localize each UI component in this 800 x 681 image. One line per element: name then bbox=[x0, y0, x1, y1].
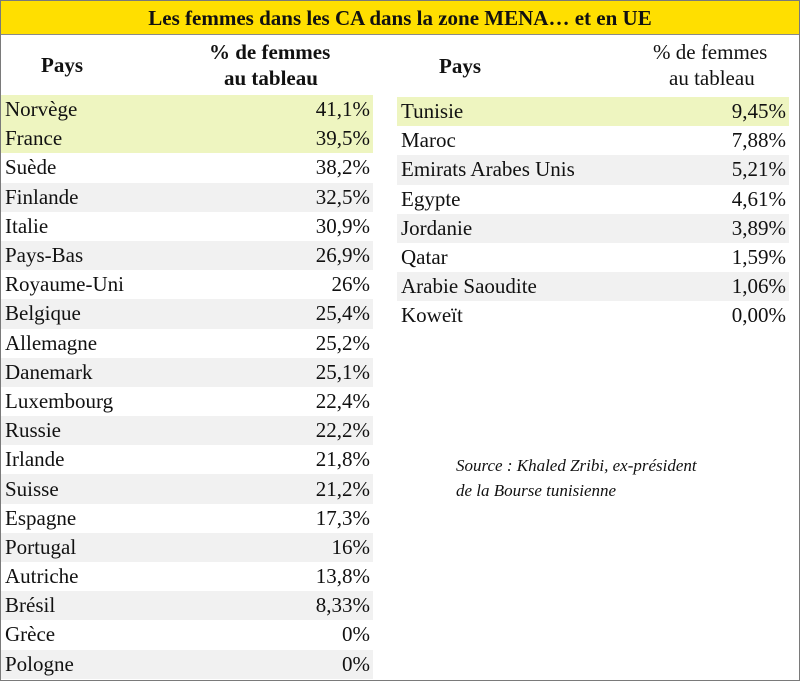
value-cell: 22,2% bbox=[315, 418, 370, 443]
country-cell: Portugal bbox=[5, 534, 77, 559]
left-header-country: Pays bbox=[41, 53, 83, 77]
value-cell: 16% bbox=[331, 534, 370, 559]
country-cell: Koweït bbox=[401, 303, 463, 328]
country-cell: Espagne bbox=[5, 505, 77, 530]
country-cell: Pays-Bas bbox=[5, 243, 84, 268]
country-cell: Russie bbox=[5, 418, 62, 443]
country-cell: Jordanie bbox=[401, 215, 473, 240]
source-note bbox=[456, 453, 776, 503]
value-cell: 17,3% bbox=[315, 505, 370, 530]
value-cell: 0,00% bbox=[731, 303, 786, 328]
table-row bbox=[1, 183, 373, 212]
table-row bbox=[1, 533, 373, 562]
value-cell: 1,59% bbox=[731, 245, 786, 270]
value-cell: 26% bbox=[331, 272, 370, 297]
value-cell: 3,89% bbox=[731, 215, 786, 240]
table-row bbox=[397, 243, 789, 272]
value-cell: 25,4% bbox=[315, 301, 370, 326]
table-row bbox=[1, 474, 373, 503]
table-row bbox=[1, 358, 373, 387]
value-cell: 41,1% bbox=[315, 97, 370, 122]
left-table bbox=[1, 95, 373, 679]
country-cell: Emirats Arabes Unis bbox=[401, 157, 575, 182]
country-cell: Qatar bbox=[401, 245, 448, 270]
table-row bbox=[1, 620, 373, 649]
country-cell: Autriche bbox=[5, 564, 79, 589]
value-cell: 0% bbox=[342, 622, 370, 647]
table-row bbox=[1, 504, 373, 533]
value-cell: 8,33% bbox=[315, 593, 370, 618]
table-row bbox=[1, 299, 373, 328]
table-row bbox=[1, 270, 373, 299]
table-row bbox=[397, 214, 789, 243]
table-row bbox=[397, 301, 789, 330]
country-cell: Italie bbox=[5, 213, 49, 238]
right-header-country: Pays bbox=[439, 54, 481, 78]
country-cell: Suisse bbox=[5, 476, 59, 501]
country-cell: Belgique bbox=[5, 301, 81, 326]
right-header-value-line1: % de femmes bbox=[653, 40, 768, 64]
country-cell: Tunisie bbox=[401, 99, 464, 124]
country-cell: Royaume-Uni bbox=[5, 272, 124, 297]
country-cell: Irlande bbox=[5, 447, 65, 472]
table-row bbox=[1, 562, 373, 591]
table-row bbox=[1, 650, 373, 679]
source-line-2: de la Bourse tunisienne bbox=[456, 481, 617, 500]
value-cell: 13,8% bbox=[315, 564, 370, 589]
right-header-value-line2: au tableau bbox=[669, 66, 755, 90]
country-cell: Danemark bbox=[5, 359, 93, 384]
table-row bbox=[1, 329, 373, 358]
value-cell: 1,06% bbox=[731, 274, 786, 299]
country-cell: Arabie Saoudite bbox=[401, 274, 537, 299]
page-title: Les femmes dans les CA dans la zone MENA… et en UE bbox=[1, 1, 799, 35]
table-row bbox=[1, 124, 373, 153]
country-cell: Pologne bbox=[5, 651, 74, 676]
country-cell: Luxembourg bbox=[5, 388, 114, 413]
table-row bbox=[1, 153, 373, 182]
value-cell: 21,2% bbox=[315, 476, 370, 501]
value-cell: 4,61% bbox=[731, 186, 786, 211]
value-cell: 32,5% bbox=[315, 184, 370, 209]
value-cell: 9,45% bbox=[731, 99, 786, 124]
table-row bbox=[397, 126, 789, 155]
country-cell: Suède bbox=[5, 155, 57, 180]
value-cell: 21,8% bbox=[315, 447, 370, 472]
right-table bbox=[397, 97, 789, 331]
country-cell: Brésil bbox=[5, 593, 56, 618]
country-cell: Finlande bbox=[5, 184, 79, 209]
value-cell: 22,4% bbox=[315, 388, 370, 413]
value-cell: 25,2% bbox=[315, 330, 370, 355]
value-cell: 5,21% bbox=[731, 157, 786, 182]
table-row bbox=[397, 97, 789, 126]
left-header-value-line2: au tableau bbox=[224, 66, 318, 90]
country-cell: France bbox=[5, 126, 63, 151]
table-row bbox=[1, 212, 373, 241]
country-cell: Maroc bbox=[401, 128, 456, 153]
table-row bbox=[1, 445, 373, 474]
left-header-value-line1: % de femmes bbox=[209, 40, 331, 64]
table-row bbox=[1, 416, 373, 445]
table-row bbox=[397, 272, 789, 301]
country-cell: Allemagne bbox=[5, 330, 98, 355]
table-row bbox=[1, 591, 373, 620]
value-cell: 0% bbox=[342, 651, 370, 676]
table-row bbox=[1, 95, 373, 124]
value-cell: 25,1% bbox=[315, 359, 370, 384]
source-line-1: Source : Khaled Zribi, ex-président bbox=[456, 456, 697, 475]
value-cell: 26,9% bbox=[315, 243, 370, 268]
value-cell: 39,5% bbox=[315, 126, 370, 151]
table-row bbox=[397, 155, 789, 184]
table-row bbox=[1, 241, 373, 270]
country-cell: Egypte bbox=[401, 186, 461, 211]
country-cell: Grèce bbox=[5, 622, 56, 647]
table-row bbox=[1, 387, 373, 416]
value-cell: 38,2% bbox=[315, 155, 370, 180]
value-cell: 30,9% bbox=[315, 213, 370, 238]
value-cell: 7,88% bbox=[731, 128, 786, 153]
table-row bbox=[397, 185, 789, 214]
country-cell: Norvège bbox=[5, 97, 78, 122]
